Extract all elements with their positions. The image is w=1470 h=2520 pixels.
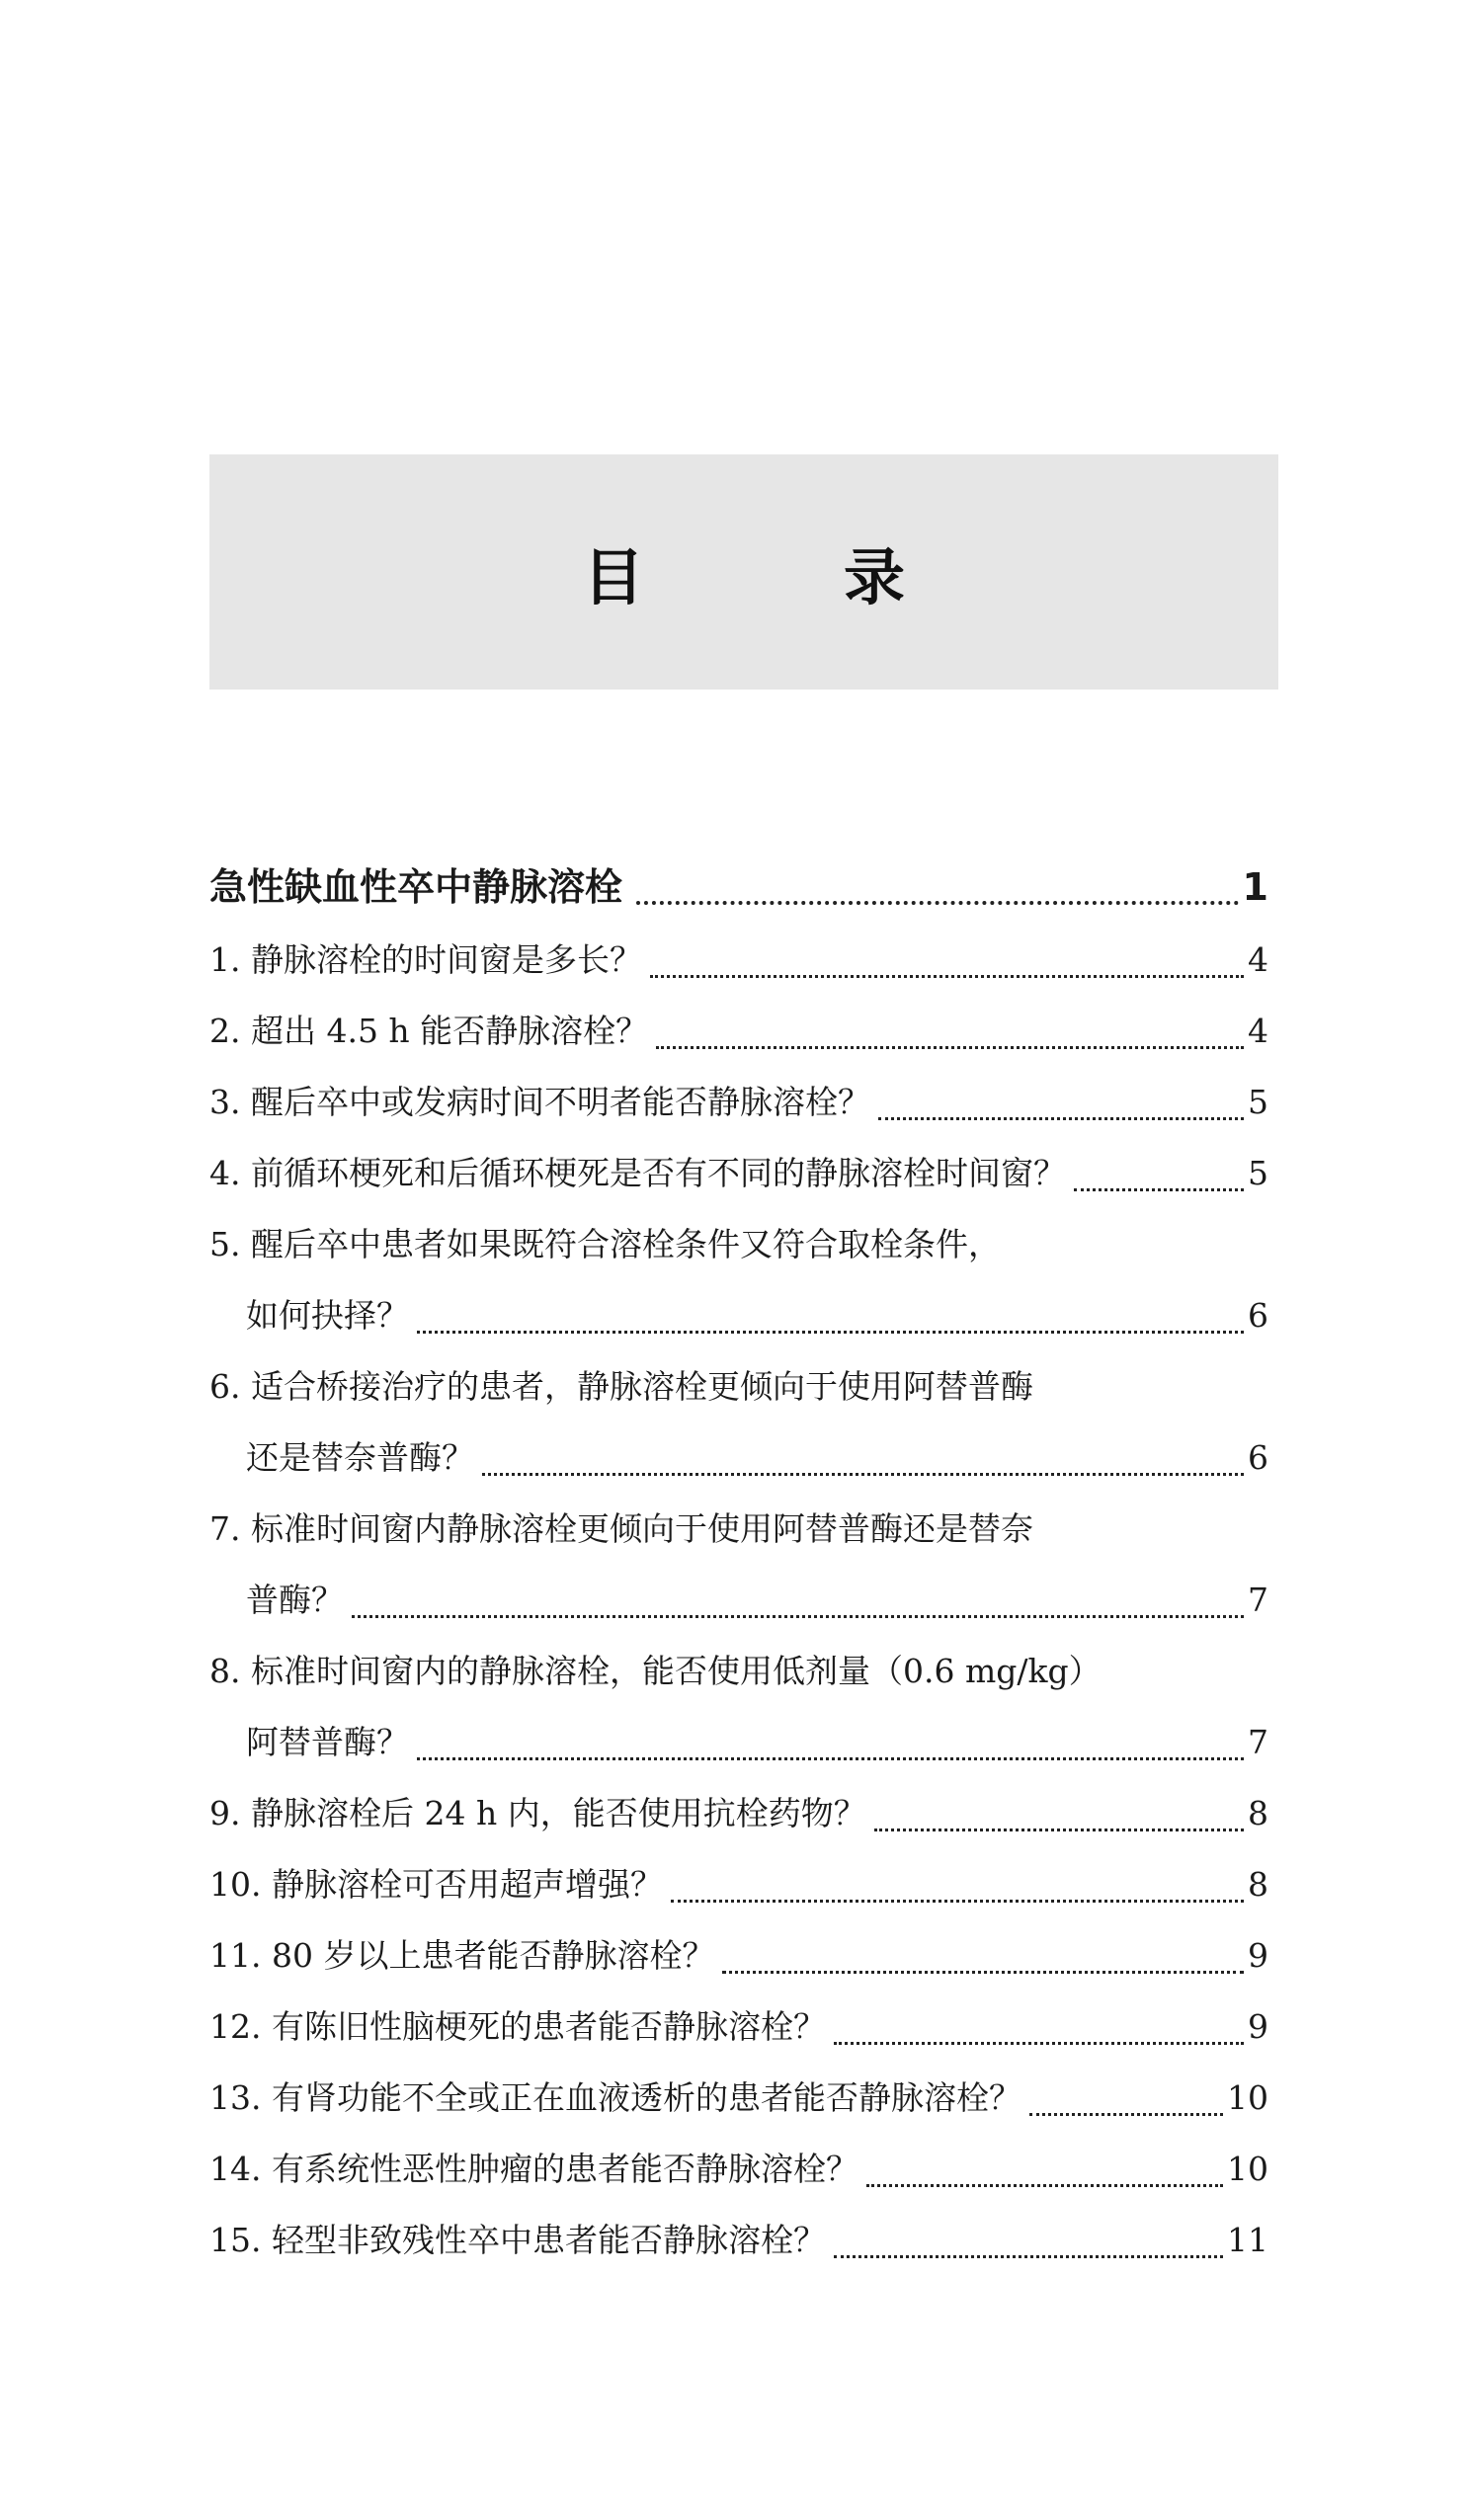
toc-entry[interactable] [209,2134,1268,2205]
toc-entry[interactable] [209,996,1268,1067]
toc-entry-page: 6 [1248,1296,1268,1335]
toc-entry-page: 7 [1248,1581,1268,1619]
toc-entry-label: 9. 静脉溶栓后 24 h 内，能否使用抗栓药物？ [209,1794,866,1832]
dot-leader [417,1757,1244,1760]
toc-entry-label: 12. 有陈旧性脑梗死的患者能否静脉溶栓？ [209,2007,826,2046]
toc-entry-label: 阿替普酶？ [246,1723,409,1761]
toc-entry[interactable] [209,1067,1268,1138]
toc-entry-page: 8 [1248,1865,1268,1904]
toc-entry-label: 2. 超出 4.5 h 能否静脉溶栓？ [209,1012,649,1050]
dot-leader [650,975,1244,978]
dot-leader [671,1900,1244,1903]
toc-entry-label: 11. 80 岁以上患者能否静脉溶栓？ [209,1936,715,1975]
toc-entry-label: 4. 前循环梗死和后循环梗死是否有不同的静脉溶栓时间窗？ [209,1154,1066,1192]
toc-entry-label: 10. 静脉溶栓可否用超声增强？ [209,1865,663,1904]
toc-entry[interactable] [209,2063,1268,2134]
toc-entry[interactable] [209,1138,1268,1209]
toc-entry-page: 4 [1248,940,1268,979]
dot-leader [352,1615,1244,1618]
toc-entry-first-line[interactable]: 8. 标准时间窗内的静脉溶栓，能否使用低剂量（0.6 mg/kg） [209,1652,1102,1690]
toc-entry[interactable] [209,1707,1268,1778]
toc-entry[interactable] [209,2205,1268,2276]
dot-leader [834,2255,1223,2258]
toc-entry-page: 5 [1248,1083,1268,1121]
toc-entry-page: 9 [1248,2007,1268,2046]
toc-entry-page: 6 [1248,1438,1268,1477]
toc-entry[interactable] [209,1992,1268,2063]
dot-leader [656,1046,1244,1049]
toc-entry[interactable] [209,1565,1268,1636]
toc-entry-page: 5 [1248,1154,1268,1192]
dot-leader [1074,1188,1244,1191]
dot-leader [834,2042,1244,2045]
toc-entry-first-line[interactable]: 7. 标准时间窗内静脉溶栓更倾向于使用阿替普酶还是替奈 [209,1509,1033,1548]
dot-leader [417,1331,1244,1334]
dot-leader [636,901,1239,905]
toc-entry-label: 13. 有肾功能不全或正在血液透析的患者能否静脉溶栓？ [209,2078,1021,2117]
toc-entry-page: 10 [1227,2078,1268,2117]
toc-entry-first-line[interactable]: 5. 醒后卒中患者如果既符合溶栓条件又符合取栓条件， [209,1225,1001,1263]
toc-entry[interactable] [209,1920,1268,1992]
toc-entry-page: 11 [1227,2221,1268,2259]
toc-entry-label: 普酶？ [246,1581,344,1619]
dot-leader [866,2184,1223,2187]
toc-entry-first-line[interactable]: 6. 适合桥接治疗的患者，静脉溶栓更倾向于使用阿替普酶 [209,1367,1033,1406]
toc-entry-page: 10 [1227,2150,1268,2188]
toc-section-label: 急性缺血性卒中静脉溶栓 [209,865,623,909]
toc-entry[interactable] [209,1423,1268,1494]
toc-entry-page: 9 [1248,1936,1268,1975]
toc-entry-page: 7 [1248,1723,1268,1761]
dot-leader [1029,2113,1223,2116]
dot-leader [878,1117,1244,1120]
table-of-contents [209,850,1268,2276]
toc-section-page: 1 [1242,865,1268,909]
toc-entry-label: 14. 有系统性恶性肿瘤的患者能否静脉溶栓？ [209,2150,858,2188]
toc-entry[interactable] [209,1778,1268,1849]
toc-entry-label: 1. 静脉溶栓的时间窗是多长？ [209,940,642,979]
toc-entry-label: 如何抉择？ [246,1296,409,1335]
toc-entry-label: 还是替奈普酶？ [246,1438,474,1477]
toc-entry[interactable] [209,925,1268,996]
dot-leader [874,1829,1244,1831]
dot-leader [482,1473,1244,1476]
toc-title-banner [209,454,1278,690]
toc-entry-label: 15. 轻型非致残性卒中患者能否静脉溶栓？ [209,2221,826,2259]
toc-entry[interactable] [209,1849,1268,1920]
toc-title: 目 录 [582,540,974,613]
toc-section-entry[interactable] [209,850,1268,925]
toc-entry[interactable] [209,1280,1268,1351]
toc-entry-label: 3. 醒后卒中或发病时间不明者能否静脉溶栓？ [209,1083,870,1121]
dot-leader [722,1971,1244,1974]
toc-entry-page: 4 [1248,1012,1268,1050]
toc-entry-page: 8 [1248,1794,1268,1832]
